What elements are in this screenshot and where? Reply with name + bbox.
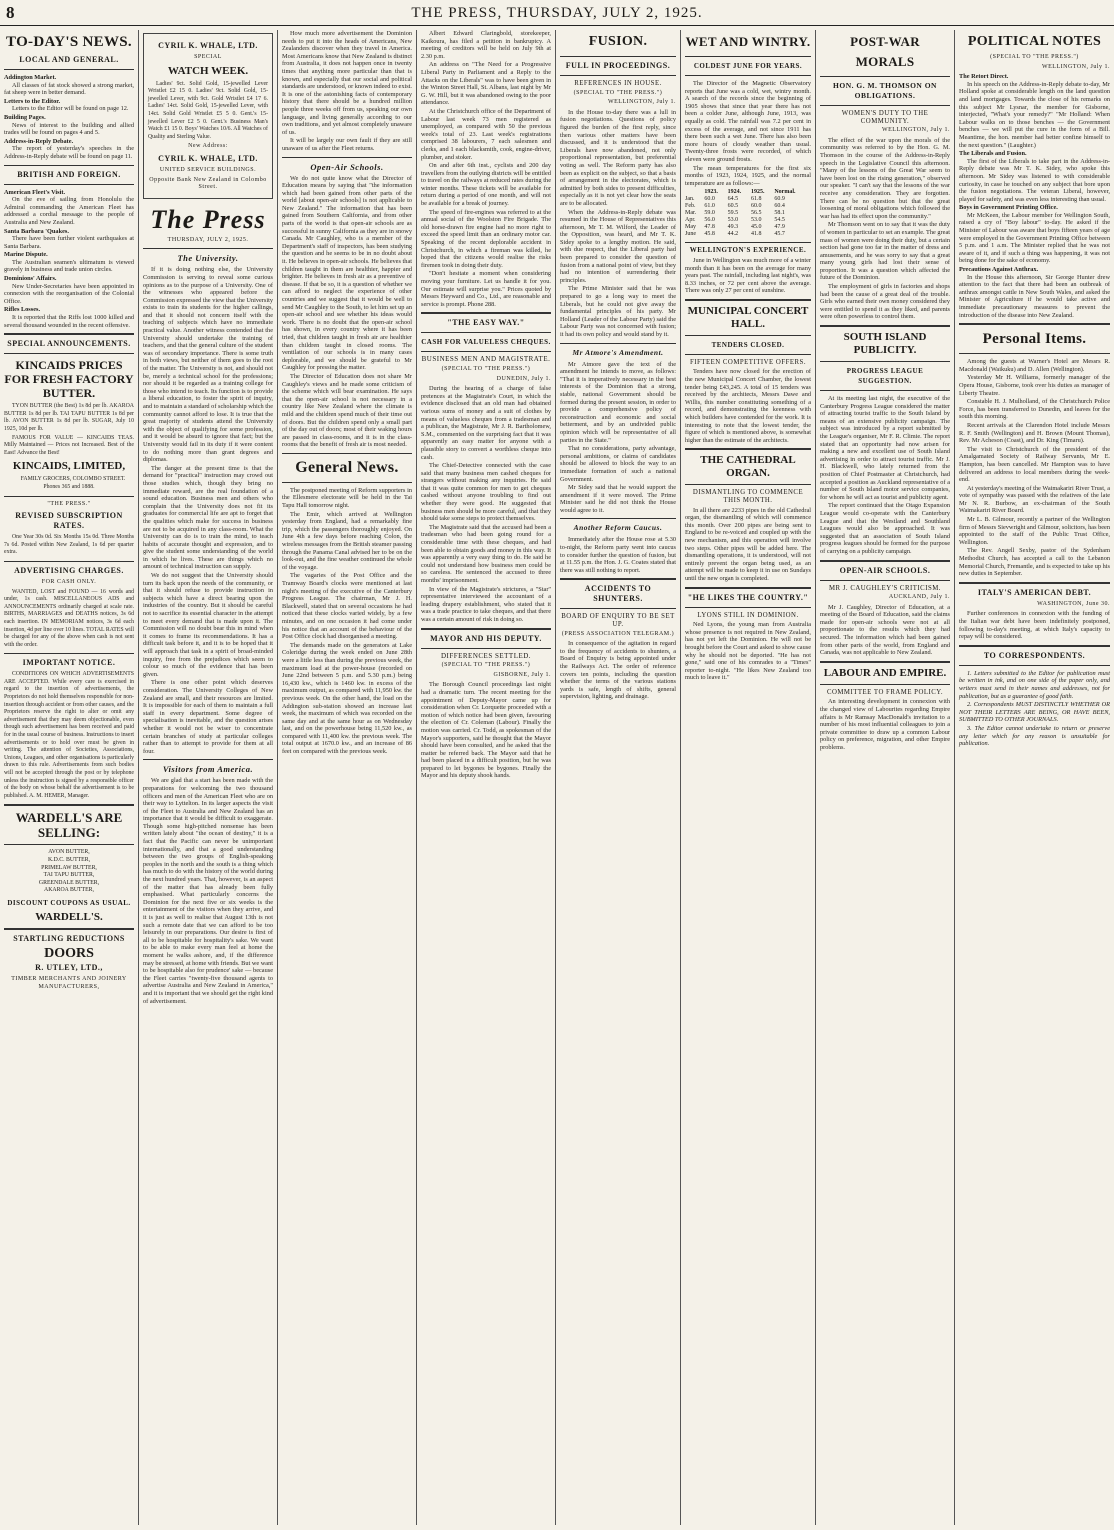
- divider: [820, 580, 950, 581]
- personal-items-heading: Personal Items.: [982, 331, 1087, 348]
- table-cell: 61.0: [704, 203, 715, 210]
- table-row: [685, 217, 811, 224]
- table-header: 1924.: [727, 189, 742, 196]
- divider: [143, 759, 273, 760]
- table-row: [685, 231, 811, 238]
- special-to-press: (SPECIAL TO "THE PRESS."): [573, 89, 663, 96]
- correspondents-note: 2. Correspondents MUST DISTINCTLY WHETHER OR NOT THEIR LETTERS ARE BEING, OR HAVE BEEN, SUBMITTED TO OTHER JOURNALS.: [959, 701, 1110, 724]
- table-cell: 64.5: [727, 196, 739, 203]
- temperature-table: [685, 189, 811, 238]
- cathedral-organ-heading: THE CATHEDRAL ORGAN.: [700, 454, 796, 480]
- brief-item: Addington Market.: [4, 74, 57, 81]
- divider: [820, 560, 950, 562]
- post-war-morals-heading: POST-WAR MORALS: [850, 34, 920, 69]
- table-cell: 60.4: [774, 203, 785, 210]
- ad-opposite: Opposite Bank New Zealand in Colombo Street.: [149, 176, 267, 191]
- easy-way-heading: "THE EASY WAY.": [447, 318, 525, 328]
- table-cell: 47.9: [774, 224, 785, 231]
- wardells-heading: WARDELL'S ARE SELLING:: [15, 810, 123, 841]
- table-header: 1923.: [704, 189, 718, 196]
- divider: [4, 496, 134, 497]
- municipal-hall-heading: MUNICIPAL CONCERT HALL.: [687, 304, 809, 330]
- anthrax-heading: Precautions Against Anthrax.: [959, 266, 1039, 274]
- womens-duty: WOMEN'S DUTY TO THE COMMUNITY.: [841, 110, 929, 125]
- mayor-heading: MAYOR AND HIS DEPUTY.: [430, 633, 542, 643]
- political-notes-heading: POLITICAL NOTES: [967, 34, 1102, 49]
- advertising-charges-heading: ADVERTISING CHARGES.: [14, 565, 124, 575]
- references-house: REFERENCES IN HOUSE.: [574, 80, 662, 87]
- table-cell: 45.8: [704, 231, 715, 238]
- divider: [959, 582, 1110, 584]
- accidents-heading: ACCIDENTS TO SHUNTERS.: [584, 584, 652, 604]
- divider: [4, 844, 134, 845]
- divider: [4, 184, 134, 185]
- table-cell: 59.5: [727, 210, 739, 217]
- general-news-heading: General News.: [295, 458, 399, 476]
- divider: [560, 56, 676, 57]
- table-cell: 58.1: [774, 210, 785, 217]
- table-cell: 53.0: [751, 217, 762, 224]
- divider: [560, 518, 676, 519]
- brief-item: Building Pages.: [4, 113, 46, 121]
- business-men: BUSINESS MEN AND MAGISTRATE.: [421, 355, 551, 364]
- table-cell: May: [685, 224, 696, 231]
- list-item: GREENDALE BUTTER,: [38, 879, 100, 886]
- ad-company-name-2: CYRIL K. WHALE, LTD.: [158, 153, 258, 163]
- committee-subheading: COMMITTEE TO FRAME POLICY.: [826, 688, 944, 696]
- dateline: WELLINGTON, July 1.: [881, 127, 950, 134]
- divider: [4, 653, 134, 654]
- correspondents-note: 3. The Editor cannot undertake to return or preserve any letter which for any reason is unsuitable for publication.: [959, 724, 1110, 748]
- column-1: TO-DAY'S NEWS. LOCAL AND GENERAL. Addington Market. All classes of fat stock showed a strong market, fat sheep were in better demand. Letters to the Editor. Letters to the Editor will be found on page 12. Building Pages. News of interest to the building and allied trades will be found on pages 4 and 5. Address-in-Reply Debate. The report of yesterday's speeches in the Address-in-Reply debate will be found on page 11. BRITISH AND FOREIGN. American Fleet's Visit. On the eve of sailing from Honolulu the Admiral commanding the American Fleet has addressed a cordial message to the people of Australia and New Zealand. Santa Barbara 'Quakes. There have been further violent earthquakes at Santa Barbara. Marine Dispute. The Australian seamen's ultimatum is viewed gravely in business and trade union circles. Dominions' Affairs. New Under-Secretaries have been appointed in connexion with the reorganisation of the Colonial Office. Rifles Losses. It is reported that the Riffs lost 1000 killed and several thousand wounded in the recent offensive. SPECIAL ANNOUNCEMENTS. KINCAIDS PRICES FOR FRESH FACTORY BUTTER. TYON BUTTER (the Best) 1s 8d per lb. AKAROA BUTTER 1s 8d per lb. TAI TAPU BUTTER 1s 8d per lb. AVON BUTTER 1s 8d per lb. SUGAR, July 10 1925, 10d per lb. FAMOUS FOR VALUE — KINCAIDS TEAS. Milly Maintained — Prices not Increased. Best of the East! Advance the Best! KINCAIDS, LIMITED, FAMILY GROCERS, COLOMBO STREET. Phones 365 and 1888. "THE PRESS." REVISED SUBSCRIPTION RATES. One Year 30s 0d. Six Months 15s 0d. Three Months 7s 6d. Posted within New Zealand, 1s 6d per quarter extra. ADVERTISING CHARGES. FOR CASH ONLY. WANTED, LOST and FOUND — 16 words and under, 1s cash. MISCELLANEOUS ADS and ANNOUNCEMENTS ordinarily charged at scale rate. BIRTHS, MARRIAGES and DEATHS notices, 3s 6d each insertion. IN MEMORIAM notices, 3s 6d each insertion, 4d per line over 10 lines. TOTAL RATES will be charged for any of the above when cash is not sent with the order. IMPORTANT NOTICE. CONDITIONS ON WHICH ADVERTISEMENTS ARE ACCEPTED. While every care is exercised in regard to the insertion of advertisements, the Proprietors do not hold themselves responsible for non-insertion through accident or from other causes, and the Proprietors reserve the right to alter or omit any advertisement that they may deem objectionable, even though such advertisement has been received and paid for in the usual course of business. Instructions to insert advertisements or to hold over must be given in writing. The attention of Societies, Associations, Unions, Leagues, and other organisations is particularly drawn to this rule. Advertisements from such bodies will not be accepted through the post or by telephone unless the instruction is signed by a responsible officer of the body on whose behalf the advertisement is to be published. A. M. HEMER, Manager. WARDELL'S ARE SELLING: AVON BUTTER, K.D.C. BUTTER, PRIMELAW BUTTER, TAI TAPU BUTTER, GREENDALE BUTTER, AKAROA BUTTER, DISCOUNT COUPONS AS USUAL. WARDELL'S. STARTLING REDUCTIONS DOORS R. UTLEY, LTD., TIMBER MERCHANTS AND JOINERY MANUFACTURERS,: [4, 34, 135, 990]
- correspondents-note: 1. Letters submitted to the Editor for publication must be written in ink, and on one side of the paper only, and writers must send in their names and addresses, not for publication, but as a guarantee of good faith.: [959, 669, 1110, 700]
- divider: [4, 804, 134, 806]
- labour-empire-heading: LABOUR AND EMPIRE.: [823, 666, 947, 679]
- divider: [820, 105, 950, 106]
- table-cell: 60.0: [704, 196, 715, 203]
- table-cell: 60.9: [774, 196, 785, 203]
- table-cell: Feb.: [685, 203, 696, 210]
- correspondents-heading: TO CORRESPONDENTS.: [983, 650, 1086, 660]
- table-cell: 53.0: [727, 217, 739, 224]
- thomson-subheading: HON. G. M. THOMSON ON OBLIGATIONS.: [833, 81, 937, 100]
- atmore-heading: Mr Atmore's Amendment.: [572, 347, 664, 357]
- column-6: WET AND WINTRY. COLDEST JUNE FOR YEARS. The Director of the Magnetic Observatory reports that June was a cold, wet, wintry month. A search of the records since the beginning of 1905 shows that since that year there has not been a colder June, although June, 1913, was equally as cold. The rainfall was 7.2 per cent in excess of the average, and not since 1911 has there been such a wet June. There has also been more hours of cloudy weather than usual. Twenty-three frosts were recorded, of which eleven were ground frosts. The mean temperatures for the first six months of 1923, 1924, 1925, and the normal temperature are as follows:— 1923. 1924. 1925. Normal. Jan. 60.0 64.5 61.8 60.9 Feb. 61.0 60.5 60.0 60.4 Mar. 59.0 59.5 56.5 58.1 Apr. 56.0 53.0 53.0 54.5 May 47.8 49.3 45.0 47.9 June 45.8 44.2 41.8 45.7 WELLINGTON'S EXPERIENCE. June in Wellington was much more of a winter month than it has been on the average for many years past. The rainfall, including last night's, was 8.33 inches, or 72 per cent above the average. There was only 27 per cent of sunshine. MUNICIPAL CONCERT HALL. TENDERS CLOSED. FIFTEEN COMPETITIVE OFFERS. Tenders have now closed for the erection of the new Municipal Concert Chamber, the lowest tender being £43,245. A total of 15 tenders was received by the architects, Messrs Dawe and Willis, this number constituting something of a record, and demonstrating the keenness with which builders have contended for the work. It is interesting to note that the lowest tender, the figure of which is mentioned above, is somewhat higher than the estimate of the architects. THE CATHEDRAL ORGAN. DISMANTLING TO COMMENCE THIS MONTH. In all there are 2233 pipes in the old Cathedral organ, the dismantling of which will commence this month. Over 200 pipes are being sent to England to be re-voiced and coupled up with the new mechanism, and this operation will involve two steps. Other pipes will be added here. The dismantling operations, it is understood, will not entirely prevent the organ being used, as an attempt will be made to keep it in use on Sundays until the new organ is completed. "HE LIKES THE COUNTRY." LYONS STILL IN DOMINION. Ned Lyons, the young man from Australia whose presence is not required in New Zealand, has not yet left the Dominion. He will not be brought before the Court and asked to show cause why he should not be deported. "He has not gone," said one of his comrades to a "Times" reporter to-night. "He likes New Zealand too much to leave it.": [685, 34, 811, 682]
- page-number: 8: [6, 3, 15, 22]
- full-proceedings: FULL IN PROCEEDINGS.: [565, 61, 671, 70]
- divider: [685, 56, 811, 57]
- divider: [959, 645, 1110, 647]
- divider: [685, 75, 811, 76]
- italy-debt-heading: ITALY'S AMERICAN DEBT.: [977, 587, 1092, 597]
- dateline: DUNEDIN, July 1.: [496, 375, 551, 382]
- divider: [560, 343, 676, 344]
- board-enquiry: BOARD OF ENQUIRY TO BE SET UP.: [561, 613, 675, 629]
- list-item: AKAROA BUTTER,: [44, 887, 94, 894]
- wellington-experience: WELLINGTON'S EXPERIENCE.: [689, 246, 807, 255]
- dateline: WELLINGTON, July 1.: [1041, 63, 1110, 70]
- ad-company-name: CYRIL K. WHALE, LTD.: [158, 41, 258, 50]
- table-cell: 60.0: [751, 203, 762, 210]
- divider: [959, 323, 1110, 325]
- divider: [421, 332, 551, 333]
- kincaids-name: KINCAIDS, LIMITED,: [12, 460, 126, 473]
- column-5: FUSION. FULL IN PROCEEDINGS. REFERENCES IN HOUSE. (SPECIAL TO "THE PRESS.") WELLINGTON, July 1. In the House to-day there was a lull in fusion negotiations. Questions of policy figured the burden of the first reply, since then various other matters have been discussed, and it is understood that the Liberals have now abandoned, not only proportional representation, but preferential voting as well. The Reform party has also been as explicit on the subject, so that a basis of arrangement in the electorates, which is admitted by both sides to present difficulties, especially as it is not yet clear how the seats are to be allocated. When the Address-in-Reply debate was resumed in the House of Representatives this afternoon, Mr T. M. Wilford, the Leader of the Opposition, was heard, and Mr T. K. Sidey spoke to a lengthy motion. He said, with due respect, that the Liberal party had been prepared to consider the question of fusion from a national point of view, but they had no intention of surrendering their principles. The Prime Minister said that he was prepared to go a long way to meet the Liberals, but he could not give away the fundamental principles of his party. Mr Holland (Leader of the Labour Party) said the Labour Party was not concerned with fusion; it had its own policy and would stand by it. Mr Atmore's Amendment. Mr Atmore gave the text of the amendment he intends to move, as follows: "That it is imperatively necessary in the best interests of the Dominion that a strong, stable, national Government should be formed during the present session, in order to provide a comprehensive policy of reconstruction and economic and social betterment, and by an undivided public opinion which will be representative of all parties in the State." That no considerations, party advantage, personal ambitions, or claims of candidates should be allowed to block the way to an immediate formation of such a national Government. Mr Sidey said that he would support the amendment if it were moved. The Prime Minister said he did not think the House would agree to it. Another Reform Caucus. Immediately after the House rose at 5.30 to-night, the Reform party went into caucus to consider further the question of fusion, but at 11.55 p.m. the Hon. J. G. Coates stated that there was still nothing to report. ACCIDENTS TO SHUNTERS. BOARD OF ENQUIRY TO BE SET UP. (PRESS ASSOCIATION TELEGRAM.) In consequence of the agitation in regard to the frequency of accidents to shunters, a Board of Enquiry is being appointed under the Railways Act. The order of reference covers ten points, including the question whether the terms of the various stations yards is safe, length of shifts, general supervision, lighting, and drainage.: [560, 34, 676, 701]
- open-air-schools-heading: OPEN-AIR SCHOOLS.: [839, 565, 931, 575]
- brief-item: Santa Barbara 'Quakes.: [4, 227, 69, 235]
- table-header: [685, 189, 704, 196]
- ad-watch-week: WATCH WEEK.: [167, 64, 249, 77]
- table-row: [685, 210, 811, 217]
- dateline: WASHINGTON, June 30.: [1037, 600, 1110, 607]
- list-item: AVON BUTTER,: [48, 849, 90, 856]
- table-cell: Mar.: [685, 210, 697, 217]
- liberals-heading: The Liberals and Fusion.: [959, 150, 1027, 158]
- todays-news-heading: TO-DAY'S NEWS.: [6, 34, 132, 50]
- brief-item: Rifles Losses.: [4, 306, 41, 314]
- table-cell: 45.7: [774, 231, 785, 238]
- wet-wintry-heading: WET AND WINTRY.: [685, 34, 811, 49]
- table-cell: 49.3: [727, 224, 739, 231]
- column-3: How much more advertisement the Dominion needs to put it into the heads of Americans, New Zealanders discover when they travel in America. Most Americans know that New Zealand is distinct from Australia, it does not happen once in twenty times that anything more particular than that is known, and especially that our social and political standards are understood, or known indeed to exist. It is one of the astonishing facts of contemporary history that there should be a hundred million people three weeks off from us, speaking our own language, and living generally according to our own traditions, and yet almost completely unaware of us. It will be largely our own fault if they are still unaware of us after the Fleet returns. Open-Air Schools. We do not quite know what the Director of Education means by saying that "the information which had been gained from other parts of the world [about open-air schools] is not applicable to New Zealand." The information that has been gained from Southern California, and from other parts of the world is that open-air schools are as successful in sunny California as they are in snowy Canada. Mr Caughley, who is a member of the Department's staff of inspectors, has been studying the question and he seems to be in no doubt about it. He believes in open-air schools. He believes that children taught in them are healthier, happier and brighter. He believes in fresh air as a preventive of disease. If that be so, it is a question of whether we can afford to neglect the experience of other countries and we suggest that it would be well to send Mr Caughley to the South, to let him set up an open-air school and see whether his ideas would work. There is no doubt that the open-air school has shown, in every country where it has been tried, that children taught in fresh air are healthier than children taught in closed rooms. The ventilation of our schools is in many cases deplorable, and we should be grateful to Mr Caughley for pressing the matter. The Director of Education does not share Mr Caughley's views and he made some criticism of the scheme which will bear examination. He says that the open-air school is not necessary in a country like New Zealand where the climate is mild and the children spend much of their time out of doors. But the children spend only a small part of the day out of doors; most of their waking hours are passed in class-rooms, and it is in the class-rooms that the benefit of fresh air is most needed. General News. The postponed meeting of Reform supporters in the Ellesmere electorate will be held in the Tai Tapu Hall tomorrow night. The Emir, which arrived at Wellington yesterday from England, had a remarkably fine trip, which the passengers thoroughly enjoyed. On June 4th a few days before reaching Colon, the wireless messages from the British steamer passing through the Panama Canal advised her to be on the look-out, and the fine weather continued the whole of the voyage. The vagaries of the Post Office and the Tramway Board's clocks were mentioned at last night's meeting of the executive of the Canterbury Progress League. The chairman, Mr J. H. Blackwell, stated that on several occasions he had noticed that these clocks varied widely, by a few minutes, and on one occasion it had come under his notice that an account of the behaviour of the Post Office clock had disorganised a meeting. The demands made on the generators at Lake Coleridge during the week ended on June 28th were a little less than during the previous week, the maximum load at the power-house (recorded on June 22nd between 5 p.m. and 5.30 p.m.) being 16,430 kw., which is 1460 kw. in excess of the maximum output, as compared with 11,950 kw. the previous week. On the other hand, the load on the Addington sub-station showed an increase last week, the maximum of which was recorded on the same day and at the same hour as on Wednesday last, and on the powerhouse being 11,520 kw., as compared with 11,400 kw. the previous week. The total output at 1670.0 kw., and an increase of 86 feet on compared with the previous week.: [282, 30, 412, 756]
- subscription-rates-heading: REVISED SUBSCRIPTION RATES.: [15, 511, 123, 531]
- fusion-heading: FUSION.: [588, 34, 648, 49]
- the-press-nameplate: The Press: [150, 204, 266, 234]
- divider: [820, 390, 950, 391]
- table-cell: June: [685, 231, 696, 238]
- important-notice-heading: IMPORTANT NOTICE.: [22, 658, 116, 668]
- table-cell: Apr.: [685, 217, 696, 224]
- column-2: CYRIL K. WHALE, LTD. SPECIAL WATCH WEEK. Ladies' 9ct. Solid Gold, 15-jewelled Lever Wristlet £2 15 0. Ladies' 9ct. Solid Gold, 15-jewelled Lever, with 9ct. Gold Wristlet £4 17 6. Ladies' 14ct. Solid Gold, 15-jewelled Lever, with 14ct. Solid Gold Wristlet £5 5 0. Gent.'s 15-jewelled Lever £2 5 0. Gent.'s Business Man's Watch £1 15 0. Boys' Watches 10/6. All Watches of Quality and Sterling Value. New Address: CYRIL K. WHALE, LTD. UNITED SERVICE BUILDINGS. Opposite Bank New Zealand in Colombo Street. The Press THURSDAY, JULY 2, 1925. The University. If it is doing nothing else, the University Commission is serving to reveal some curious opinions as to the purpose of a University. One of the witnesses who appeared before the Commission expressed the view that the University exists to train its students for the higher callings, and that it should not concern itself with the teaching of subjects which have no immediate practical value. Another witness contended that the University should undertake the training of teachers, and that the general culture of the student was of secondary importance. There is some truth in both views, but neither of them goes to the root of the matter. The University is not, and should not be, merely a technical school for the professions; nor should it be regarded as a training college for those who intend to teach. Its function is to provide a liberal education, to foster the spirit of inquiry, and to maintain a standard of scholarship which the community cannot afford to lose. It is true that the great majority of students attend the University with the object of qualifying for some profession, and it would be absurd to ignore that fact; but the University would fail in its duty if it were content to do nothing more than grant degrees and diplomas. The danger at the present time is that the demand for "practical" instruction may crowd out those studies which, though they bring no immediate reward, are the real foundation of a sound education. Business men and others who complain that the University does not fit its graduates for commercial life are apt to forget that the qualities which make for success in business are not to be acquired in any class-room. What the University can do is to train the mind, to teach habits of accurate thought and expression, and to give the student some understanding of the world in which he lives. These are things which no amount of technical instruction can supply. We do not suggest that the University should turn its back upon the needs of the community, or that it should refuse to provide instruction in subjects which have a direct bearing upon the industries of the country. But it should be careful not to sacrifice its essential character in the attempt to meet every demand that is made upon it. The Commission will no doubt bear this in mind when it comes to frame its recommendations. It has a difficult task before it, and it is to be hoped that it will approach that task in a spirit of broad-minded inquiry, free from the prejudices which seem to colour so much of the evidence that has been given. There is one other point which deserves consideration. The University Colleges of New Zealand are small, and their resources are limited. It is impossible for each of them to maintain a full staff in every department. Some degree of specialisation is inevitable, and the question arises whether it would not be wiser to concentrate certain branches of study at particular colleges rather than to attempt to provide for them at all four. Visitors from America. We are glad that a start has been made with the preparations for welcoming the two thousand officers and men of the American Fleet who are on their way to Lyttelton. In its larger aspects the visit of the Fleet to Australia and New Zealand has an importance that it would be difficult to exaggerate. Though some high-pitched nonsense has been written lately about "the ocean of destiny," it is a fact that the Pacific can never be unimportant internationally, and that a good understanding between the two groups of English-speaking peoples in the north and the south is a thing which has much to do with the history of the world during the next hundred years. That, however, is an aspect of the matter that has already been fully emphasised. What particularly concerns the Dominion for the next five or six weeks is the entertainment of the visitors when they arrive, and it is just as well to realise that August 13th is not such a remote date that we can afford to be too leisurely in our preparations. Our desire is first of all to be hospitable for hospitality's sake. We want to be able to make every man feel at home the moment he walks ashore, and, if the difference may be stressed, at home with friends. But we want to be hospitable also for prudence' sake — because the Fleet carries "twenty-five thousand agents to advertise Australia and New Zealand in America," and it is important that we should get the right kind of advertisement.: [139, 30, 277, 1525]
- brief-item: Address-in-Reply Debate.: [4, 137, 74, 145]
- list-item: K.D.C. BUTTER,: [47, 856, 91, 863]
- divider: [820, 361, 950, 362]
- special-announcements-heading: SPECIAL ANNOUNCEMENTS.: [7, 339, 131, 349]
- south-island-heading: SOUTH ISLAND PUBLICITY.: [843, 331, 927, 357]
- fifteen-offers: FIFTEEN COMPETITIVE OFFERS.: [689, 358, 807, 366]
- retort-heading: The Retort Direct.: [959, 73, 1009, 81]
- divider: [4, 928, 134, 930]
- divider: [4, 561, 134, 562]
- dateline: WELLINGTON, July 1.: [607, 99, 676, 106]
- likes-country-heading: "HE LIKES THE COUNTRY.": [687, 592, 809, 602]
- divider: [421, 628, 551, 630]
- divider: [820, 76, 950, 77]
- list-item: TAI TAPU BUTTER,: [43, 872, 95, 879]
- table-cell: 56.5: [751, 210, 762, 217]
- table-cell: 54.5: [774, 217, 785, 224]
- divider: [421, 312, 551, 314]
- divider: [560, 608, 676, 609]
- whale-ad: CYRIL K. WHALE, LTD. SPECIAL WATCH WEEK. Ladies' 9ct. Solid Gold, 15-jewelled Lever Wristlet £2 15 0. Ladies' 9ct. Solid Gold, 15-jewelled Lever, with 9ct. Gold Wristlet £4 17 6. Ladies' 14ct. Solid Gold, 15-jewelled Lever, with 14ct. Solid Gold Wristlet £5 5 0. Gent.'s 15-jewelled Lever £2 5 0. Gent.'s Business Man's Watch £1 15 0. Boys' Watches 10/6. All Watches of Quality and Sterling Value. New Address: CYRIL K. WHALE, LTD. UNITED SERVICE BUILDINGS. Opposite Bank New Zealand in Colombo Street.: [143, 33, 273, 199]
- startling-reductions: STARTLING REDUCTIONS: [13, 933, 125, 943]
- table-row: [685, 224, 811, 231]
- table-cell: 61.8: [751, 196, 762, 203]
- special-to-press: (SPECIAL TO "THE PRESS."): [990, 54, 1079, 60]
- ad-special: SPECIAL: [194, 54, 222, 60]
- divider: [143, 248, 273, 249]
- divider: [820, 684, 950, 685]
- divider: [685, 587, 811, 589]
- for-cash-label: FOR CASH ONLY.: [41, 578, 97, 585]
- masthead: [0, 0, 1114, 26]
- open-air-heading: Open-Air Schools.: [310, 161, 384, 172]
- visitors-heading: Visitors from America.: [162, 764, 254, 775]
- column-8: POLITICAL NOTES (SPECIAL TO "THE PRESS.") WELLINGTON, July 1. The Retort Direct. In his speech on the Address-in-Reply debate to-day, Mr Holland spoke at considerable length on the land question and land mortgages. Towards the close of his remarks on this subject Mr Lysnar, the member for Gisborne, interjected, "What's your remedy?" "Mr Holland: When Labour walks on to those benches — the Government benches — we will put the cure in the form of a Bill. Meantime, the hon. member had better confine himself to the next question." (Laughter.) The Liberals and Fusion. The first of the Liberals to take part in the Address-in-Reply debate was Mr T. K. Sidey, who spoke this afternoon. Mr Sidey was listened to with considerable curiosity, in case he touched on any subject that bore upon the fusion negotiations. The veteran Liberal, however, played for safety, and was even less interesting than usual. Boys in Government Printing Office. Mr McKeen, the Labour member for Wellington South, raised a cry of "Boy labour" to-day. He asked if the Minister of Labour was aware that boys fifteen years of age were employed in the Government Printing Office between 5 p.m. and 1 a.m. The Minister replied that he was not aware of it, and if such a thing was happening, it was not being done for the sake of economy. Precautions Against Anthrax. In the House this afternoon, Sir George Hunter drew attention to the fact that there had been an outbreak of anthrax amongst cattle in New South Wales, and asked the Minister of Agriculture if he would take active and immediate precautionary measures to prevent the introduction of the disease into New Zealand. Personal Items. Among the guests at Warner's Hotel are Messrs R. Macdonald (Waikuku) and D. Allen (Wellington). Yesterday Mr H. Williams, formerly manager of the Opera House, Gisborne, took over his duties as manager of Liberty Theatre. Constable H. J. Mulholland, of the Christchurch Police Force, has been transferred to Dunedin, and leaves for the south this morning. Recent arrivals at the Clarendon Hotel include Messrs R. F. Smith (Wellington) and H. Brown (Mount Thomas), Rev. Mr Acheson (Coast), and Dr. King (Timaru). The visit to Christchurch of the president of the Amalgamated Society of Railway Servants, Mr E. Hampton, has been cancelled. Mr Hampton was to have delivered an address to local members during the week-end. At yesterday's meeting of the Waimakariri River Trust, a vote of sympathy was passed with the relatives of the late Mr N. R. Burbow, an ex-chairman of the South Waimakariri River Board. Mr L. B. Gilmour, recently a partner of the Wellington firm of Messrs Sievwright and Gilmour, solicitors, has been appointed to the staff of the Public Trust Office, Wellington. The Rev. Angell Sexby, pastor of the Sydenham Methodist Church, has accepted a call to the Lebanon Memorial Church, Fremantle, and is expected to take up his new duties in September. ITALY'S AMERICAN DEBT. WASHINGTON, June 30. Further conferences in connexion with the funding of the Italian war debt have been indefinitely postponed, following to-day's meeting, at which Italy's capacity to repay will be considered. TO CORRESPONDENTS. 1. Letters submitted to the Editor for publication must be written in ink, and on one side of the paper only, and writers must send in their names and addresses, not for publication, but as a guarantee of good faith. 2. Correspondents MUST DISTINCTLY WHETHER OR NOT THEIR LETTERS ARE BEING, OR HAVE BEEN, SUBMITTED TO OTHER JOURNALS. 3. The Editor cannot undertake to return or preserve any letter which for any reason is unsuitable for publication.: [959, 34, 1110, 748]
- divider: [685, 607, 811, 608]
- british-foreign-heading: BRITISH AND FOREIGN.: [17, 169, 121, 179]
- divider: [4, 165, 134, 166]
- table-cell: 60.5: [727, 203, 739, 210]
- brief-item: Dominions' Affairs.: [4, 275, 57, 283]
- brief-item: Letters to the Editor.: [4, 97, 61, 105]
- leader-date: THURSDAY, JULY 2, 1925.: [167, 236, 249, 243]
- divider: [282, 482, 412, 483]
- divider: [959, 353, 1110, 354]
- divider: [685, 299, 811, 301]
- utley-name: R. UTLEY, LTD.,: [35, 962, 103, 972]
- boys-heading: Boys in Government Printing Office.: [959, 204, 1058, 212]
- divider: [282, 157, 412, 158]
- divider: [685, 242, 811, 243]
- new-address-label: New Address:: [188, 143, 228, 150]
- wardells-footer: WARDELL'S.: [35, 910, 103, 923]
- kincaids-ad-heading: KINCAIDS PRICES FOR FRESH FACTORY BUTTER.: [4, 358, 134, 401]
- doors-heading: DOORS: [44, 945, 94, 961]
- table-header: 1925.: [751, 189, 765, 196]
- column-7: POST-WAR MORALS HON. G. M. THOMSON ON OBLIGATIONS. WOMEN'S DUTY TO THE COMMUNITY. WELLINGTON, July 1. The effect of the war upon the morals of the community was referred to by the Hon. G. M. Thomson in the course of the Address-in-Reply speech in the Legislative Council this afternoon. "Many of the lessons of the Great War seem to have been lost on the rising generation," observed our speaker. "I can't say that the lessons of the war receive any consideration. They are forgotten. There can be no question but that the great loosening of moral obligations which followed the war has had its effect upon the community." Mr Thomson went on to say that it was the duty of women in particular to set an example. The great mass of women were doing their duty, but a certain section had gone too far in the matter of dress and amusements, and he was sorry to say that a great many young girls had lost their sense of proportion. It was a question which affected the future of the Dominion. The employment of girls in factories and shops had been the cause of a great deal of the trouble. Girls who earned their own money considered they were entitled to spend it as they liked, and parents were often powerless to control them. SOUTH ISLAND PUBLICITY. PROGRESS LEAGUE SUGGESTION. At its meeting last night, the executive of the Canterbury Progress League considered the matter of attracting tourist traffic to the South Island by means of an extensive publicity campaign. The subject was introduced by a report submitted by the League's organiser, Mr F. R. Climie. The report stated that an opportunity had now arisen for making a new and excellent use of South Island advertising in order to attract tourist traffic. Mr J. H. Blackwell, who lately returned from the position of Chief Postmaster at Christchurch, had accepted a position as Auckland representative of a number of South Island motor service companies, for whom he will act as tourist and publicity agent. The report continued that the Otago Expansion League would co-operate with the Canterbury League and that the Westland and Southland Leagues would also be approached. It was suggested that an association of South Island progress leagues should be formed for the purpose of carrying on a publicity campaign. OPEN-AIR SCHOOLS. MR J. CAUGHLEY'S CRITICISM. AUCKLAND, July 1. Mr J. Caughley, Director of Education, at a meeting of the Board of Education, said the claims made for open-air schools were not at all proportionate to the results which they had secured. The information which had been gained from other parts of the world, from England and Canada, was not applicable to New Zealand. LABOUR AND EMPIRE. COMMITTEE TO FRAME POLICY. An interesting development in connexion with the changed view of Labourites regarding Empire affairs is Mr Ramsay MacDonald's invitation to a number of his most influential colleagues to join a private committee to draw up a common Labour policy on preference, migration, and other Empire problems.: [820, 34, 950, 751]
- divider: [685, 335, 811, 336]
- local-general-heading: LOCAL AND GENERAL.: [19, 55, 119, 64]
- special-to-press: (SPECIAL TO "THE PRESS."): [441, 662, 531, 669]
- dismantling-subheading: DISMANTLING TO COMMENCE THIS MONTH.: [692, 489, 804, 504]
- ad-buildings: UNITED SERVICE BUILDINGS.: [159, 166, 257, 173]
- table-cell: 41.8: [751, 231, 762, 238]
- divider: [4, 353, 134, 354]
- table-cell: 45.0: [751, 224, 762, 231]
- divider: [820, 661, 950, 663]
- timber-merchants: TIMBER MERCHANTS AND JOINERY MANUFACTURERS,: [11, 975, 127, 990]
- special-to-press: (SPECIAL TO "THE PRESS."): [441, 365, 531, 372]
- newspaper-title: THE PRESS, THURSDAY, JULY 2, 1925.: [411, 5, 703, 21]
- table-cell: 56.0: [704, 217, 715, 224]
- table-cell: 44.2: [727, 231, 739, 238]
- cash-for-cheques: CASH FOR VALUELESS CHEQUES.: [421, 338, 551, 347]
- caughley-criticism: MR J. CAUGHLEY'S CRITICISM.: [829, 584, 941, 592]
- divider: [560, 578, 676, 580]
- table-cell: 47.8: [704, 224, 715, 231]
- reform-caucus-heading: Another Reform Caucus.: [573, 523, 663, 533]
- divider: [560, 75, 676, 76]
- dateline: AUCKLAND, July 1.: [888, 594, 950, 601]
- discount-coupons: DISCOUNT COUPONS AS USUAL.: [7, 898, 131, 907]
- divider: [4, 69, 134, 70]
- table-row: [685, 196, 811, 203]
- divider: [685, 354, 811, 355]
- table-cell: Jan.: [685, 196, 695, 203]
- lyons-subheading: LYONS STILL IN DOMINION.: [697, 611, 799, 619]
- divider: [421, 351, 551, 352]
- divider: [685, 448, 811, 450]
- press-label: "THE PRESS.": [47, 500, 91, 507]
- press-association: (PRESS ASSOCIATION TELEGRAM.): [561, 630, 675, 637]
- table-header: Normal.: [774, 189, 796, 196]
- differences-settled: DIFFERENCES SETTLED.: [440, 651, 532, 660]
- leader-heading: The University.: [177, 253, 239, 264]
- coldest-june: COLDEST JUNE FOR YEARS.: [693, 62, 803, 70]
- divider: [282, 453, 412, 454]
- divider: [4, 333, 134, 335]
- progress-league: PROGRESS LEAGUE SUGGESTION.: [846, 367, 924, 386]
- table-cell: 59.0: [704, 210, 715, 217]
- brief-item: American Fleet's Visit.: [4, 188, 66, 196]
- divider: [820, 325, 950, 327]
- divider: [959, 665, 1110, 666]
- divider: [685, 484, 811, 485]
- brief-item: Marine Dispute.: [4, 251, 48, 259]
- table-row: [685, 203, 811, 210]
- tenders-closed: TENDERS CLOSED.: [711, 340, 785, 349]
- column-4: Albert Edward Claringbold, storekeeper, Kaikoura, has filed a petition in bankruptcy. A meeting of creditors will be held on July 9th at 2.30 p.m. An address on "The Need for a Progressive Liberal Party in Parliament and a Reply to the Attacks on the Liberals" was to have been given in the Winton Street Hall, St. Albans, last night by Mr G. W. Hill, but it was abandoned owing to the poor attendance. At the Christchurch office of the Department of Labour last week 73 men registered as unemployed, as compared with 50 the previous week's total of 23. Last week's registrations comprised 38 labourers, 7 each salesmen and clerks, and 1 each blacksmith, cook, engine-driver, plumber, and stoker. On and after 6th inst., cyclists and 200 day travellers from the outlying districts will be entitled to travel on the railways at reduced rates during the winter months. These tickets will be available for return during a period of one month, and will not be available for a break of journey. The speed of fire-engines was referred to at the annual social of the Woolston Fire Brigade. The old horse-drawn fire engine had no more right to exceed the speed limit than an ordinary motor car. Speaking of the recent deplorable accident in Christchurch, in which a fireman was killed, he hoped that the citizens would realise the risks firemen took in doing their duty. "Don't hesitate a moment when considering moving your furniture. Let us handle it for you. Our estimate will surprise you." Prices quoted by Messrs Heyward and Co., Ltd., are reasonable and service is prompt. Phone 288. "THE EASY WAY." CASH FOR VALUELESS CHEQUES. BUSINESS MEN AND MAGISTRATE. (SPECIAL TO "THE PRESS.") DUNEDIN, July 1. During the hearing of a charge of false pretences at the Magistrate's Court, in which the evidence disclosed that an old man had obtained various sums of money and a suit of clothes by means of valueless cheques from a tradesman and a publican, the Magistrate, Mr J. R. Bartholomew, S.M., commented on the surprising fact that it was apparently an easy matter for anyone with a plausible story to convert a worthless cheque into cash. The Chief-Detective connected with the case said that many business men cashed cheques for strangers without making any inquiries. He said that it was quite common for men to get cheques cashed without anyone troubling to find out whether they were good. He suggested that business men should be more careful, and that they should take some steps to protect themselves. The Magistrate said that the accused had been a tradesman who had been going round for a considerable time with these cheques, and had been able to obtain goods and money in this way. It was apparently a very easy thing to do. He said he could not understand how business men could be so careless. He sentenced the accused to three months' imprisonment. In view of the Magistrate's strictures, a "Star" representative interviewed the accountant of a leading drapery establishment, who stated that it was a trade practice to take cheques, and that there was a certain amount of risk in doing so. MAYOR AND HIS DEPUTY. DIFFERENCES SETTLED. (SPECIAL TO "THE PRESS.") GISBORNE, July 1. The Borough Council proceedings last night had a dramatic turn. The recent meeting for the appointment of Deputy-Mayor came up for consideration when Cr. Lorquette proceeded with a motion of which notice had been given, favouring the election of Cr. Coleman (Labour). Finally the motion was carried. Cr. Todd, as spokesman of the Mayor's supporters, said he thought that the Mayor should have been consulted, and he asked that the matter be referred back. The Mayor said that he had been placed in a difficult position, but he was prepared to let bygones be bygones. Finally the Mayor and his deputy shook hands.: [421, 30, 551, 780]
- divider: [421, 648, 551, 649]
- list-item: PRIMELAW BUTTER,: [41, 864, 97, 871]
- dateline: GISBORNE, July 1.: [493, 671, 551, 678]
